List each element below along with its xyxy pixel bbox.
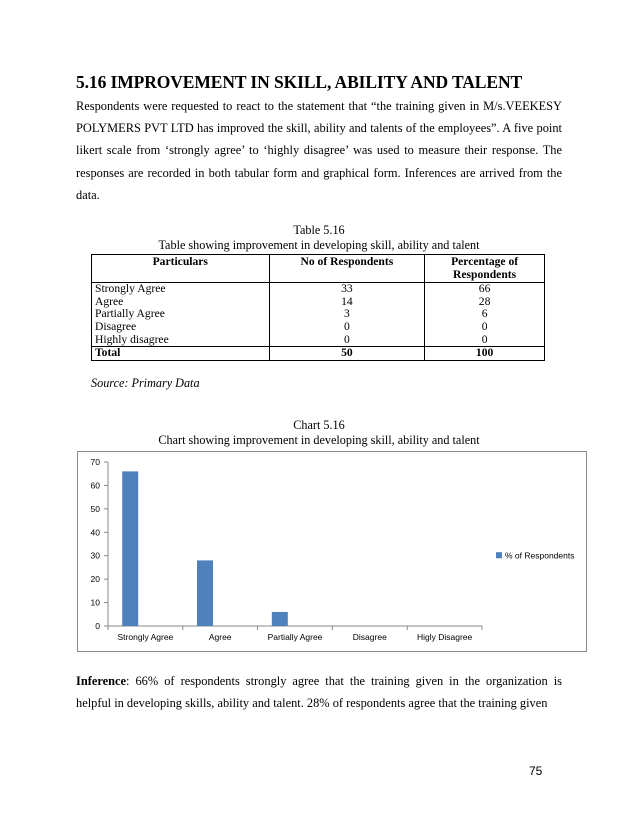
- row-label: Agree: [92, 296, 270, 309]
- row-label: Strongly Agree: [92, 283, 270, 296]
- bar-agree: [197, 560, 213, 626]
- row-count: 0: [269, 334, 425, 347]
- header-no-of-respondents: No of Respondents: [269, 255, 425, 283]
- intro-paragraph: Respondents were requested to react to the statement that “the training given in M/s.VEEKESY POLYMERS PVT LTD has improved the skill, ability and talents of the employees”. A five point likert scale from ‘strongly agree’ to ‘highly disagree’ was used to measure their response. The responses are recorded in both tabular form and graphical form. Inferences are arrived from the data.: [76, 99, 562, 202]
- total-percentage: 100: [425, 347, 545, 361]
- legend-label: % of Respondents: [505, 550, 575, 561]
- row-count: 3: [269, 308, 425, 321]
- x-tick-label: Higly Disagree: [416, 632, 473, 642]
- row-label: Highly disagree: [92, 334, 270, 347]
- row-label: Disagree: [92, 321, 270, 334]
- inference-paragraph: [76, 670, 562, 714]
- x-tick-label: Disagree: [352, 632, 387, 642]
- section-heading: 5.16 IMPROVEMENT IN SKILL, ABILITY AND TALENT: [76, 72, 523, 92]
- chart-title: Chart showing improvement in developing skill, ability and talent: [158, 433, 480, 447]
- table-header-row: [92, 255, 545, 283]
- row-count: 0: [269, 321, 425, 334]
- table-row: [92, 321, 545, 334]
- y-tick-label: 10: [90, 597, 100, 608]
- table-number: Table 5.16: [293, 223, 345, 237]
- total-label: Total: [92, 347, 270, 361]
- bar-strongly-agree: [122, 471, 138, 626]
- table-total-row: [92, 347, 545, 361]
- x-tick-label: Strongly Agree: [117, 632, 174, 642]
- y-tick-label: 60: [90, 480, 100, 491]
- header-particulars: Particulars: [92, 255, 270, 283]
- row-label: Partially Agree: [92, 308, 270, 321]
- y-tick-label: 50: [90, 503, 100, 514]
- row-percentage: 0: [425, 321, 545, 334]
- row-percentage: 0: [425, 334, 545, 347]
- page-number: 75: [529, 764, 543, 778]
- header-percentage: Percentage of Respondents: [425, 255, 545, 283]
- table-title: Table showing improvement in developing skill, ability and talent: [158, 238, 480, 252]
- row-percentage: 66: [425, 283, 545, 296]
- bar-chart: [77, 451, 587, 652]
- inference-label: Inference: [76, 674, 127, 688]
- row-percentage: 28: [425, 296, 545, 309]
- table-source: Source: Primary Data: [91, 376, 200, 390]
- chart-container: [77, 451, 587, 652]
- y-tick-label: 40: [90, 527, 100, 538]
- row-percentage: 6: [425, 308, 545, 321]
- x-tick-label: Partially Agree: [267, 632, 323, 642]
- y-tick-label: 0: [95, 621, 100, 631]
- total-count: 50: [269, 347, 425, 361]
- y-tick-label: 30: [90, 550, 100, 561]
- bar-partially-agree: [272, 612, 288, 626]
- y-tick-label: 20: [90, 574, 100, 585]
- chart-number: Chart 5.16: [293, 418, 345, 432]
- row-count: 33: [269, 283, 425, 296]
- table-row: [92, 308, 545, 321]
- responses-table: [91, 254, 545, 361]
- table-row: [92, 334, 545, 347]
- inference-text: : 66% of respondents strongly agree that the training given in the organization is helpful in developing skills, ability and talent. 28% of respondents agree that the training given: [76, 674, 562, 711]
- x-tick-label: Agree: [208, 632, 232, 642]
- legend-swatch: [496, 552, 502, 558]
- y-tick-label: 70: [90, 457, 100, 467]
- table-row: [92, 283, 545, 296]
- row-count: 14: [269, 296, 425, 309]
